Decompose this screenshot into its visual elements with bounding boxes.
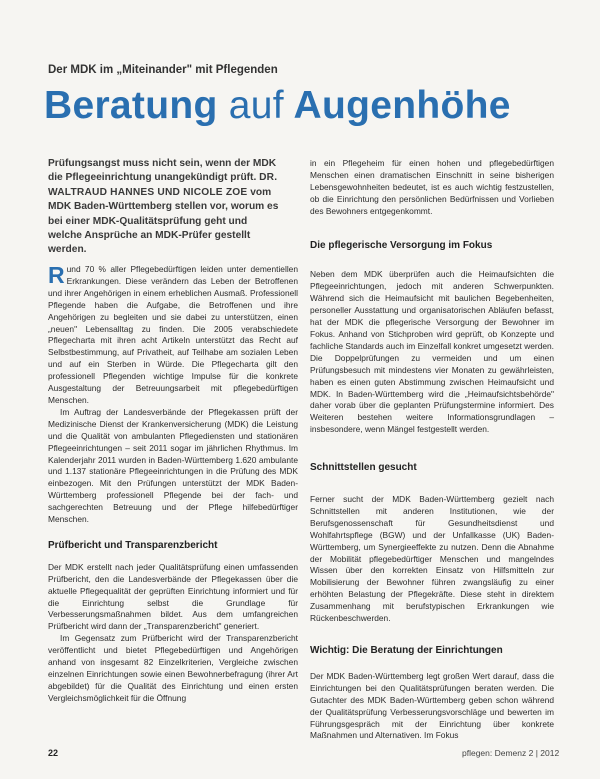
author-names: DR. WALTRAUD HANNES UND NICOLE ZOE — [48, 172, 278, 198]
page-title — [44, 84, 511, 128]
paragraph: Rund 70 % aller Pflegebedürftigen leiden unter dementiellen Erkrankungen. Diese verändern das Leben der Betroffenen und ihrer Angehörigen in einem erheblichen Ausmaß. Professionell Pflegende haben die Aufgabe, die Betroffenen und ihre Angehörigen zu begleiten und sie dabei zu unterstützen, einen „neuen" Lebensalltag zu finden. Die 2005 verabschiedete Pflegecharta mit ihren acht Artikeln unterstützt das Recht auf Selbstbestimmung, auf Privatheit, auf Teilhabe am sozialen Leben und auf ein Sterben in Würde. Die Pflegecharta gilt den professionell Pflegenden wichtige Impulse für die konkrete Ausgestaltung der Betreuungsarbeit mit pflegebedürftigen Menschen. — [48, 262, 298, 405]
title-word-3: Augenhöhe — [293, 84, 511, 127]
page-number: 22 — [48, 748, 59, 758]
lead-paragraph: Prüfungsangst muss nicht sein, wenn der MDK die Pflegeeinrichtung unangekündigt prüft. DR. WALTRAUD HANNES UND NICOLE ZOE vom MDK Baden-Württemberg stellen vor, worum es bei einer MDK-Qualitätsprüfung geht und welche Ansprüche an MDK-Prüfer gestellt werden. — [48, 158, 279, 256]
title-word-2: auf — [228, 84, 284, 127]
section-heading: Die pflegerische Versorgung im Fokus — [310, 239, 493, 251]
right-column — [310, 158, 554, 742]
paragraph: Ferner sucht der MDK Baden-Württemberg gezielt nach Schnittstellen mit anderen Institutionen, wie der Berufsgenossenschaft für Gesundheitsdienst und Wohlfahrtspflege (BGW) und der Unfallkasse (UK) Baden-Württemberg, um Synergieeffekte zu nutzen. Denn die Abnahme der Mobilität pflegebedürftiger Menschen und mangelndes Wissen über den korrekten Einsatz von Hilfsmitteln zur Mobilisierung der Bewohner führen zwangsläufig zu einer erhöhten Belastung der Pflegekräfte. Diese steht in direktem Zusammenhang mit berufstypischen Erkrankungen wie Rückenbeschwerden. — [310, 494, 554, 624]
drop-cap: R — [48, 262, 65, 288]
title-word-1: Beratung — [44, 84, 218, 127]
kicker: Der MDK im „Miteinander" mit Pflegenden — [48, 64, 278, 76]
paragraph: Neben dem MDK überprüfen auch die Heimaufsichten die Pflegeeinrichtungen, jedoch mit anderen Schwerpunkten. Während sich die Heimaufsicht mit baulichen Begebenheiten, personeller Ausstattung und organisatorischen Abläufen befasst, hat der MDK die pflegerische Versorgung der Bewohner im Fokus. Anhand von Stichproben wird geprüft, ob Konzepte und fachliche Standards auch im Einzelfall konkret umgesetzt werden. Die Doppelprüfungen zu vermeiden und um einen Prüfungsbesuch mit mindestens vier Monaten zu gewährleisten, haben es einen guten Abstimmung zwischen Heimaufsicht und MDK. In Baden-Württemberg wird die „Heimaufsichtsbehörde" daher vorab über die geplanten Prüfungstermine informiert. Des Weiteren bestehen weitere Informationsgrundlagen – insbesondere, wenn Mängel festgestellt werden. — [310, 269, 554, 435]
paragraph: Der MDK Baden-Württemberg legt großen Wert darauf, dass die Einrichtungen bei den Qualitätsprüfungen beraten werden. Die Gutachter des MDK Baden-Württemberg geben schon während der Qualitätsprüfung Verbesserungsvorschläge und bewerten im Führungsgespräch mit der Einrichtung über konkrete Maßnahmen und Alternativen. Im Fokus — [310, 670, 554, 741]
section-heading: Prüfbericht und Transparenzbericht — [48, 539, 218, 551]
left-column — [48, 264, 298, 705]
section-heading: Schnittstellen gesucht — [310, 462, 417, 474]
section-heading: Wichtig: Die Beratung der Einrichtungen — [310, 645, 503, 656]
footer-issue: pflegen: Demenz 2 | 2012 — [462, 748, 560, 758]
paragraph: in ein Pflegeheim für einen hohen und pflegebedürftigen Menschen einen dramatischen Einschnitt in seine bisherigen Lebensgewohnheiten bedeutet, ist es auch wichtig festzustellen, ob die Einrichtung den persönlichen Bedürfnissen und Vorlieben des Bewohners entgegenkommt. — [310, 158, 554, 216]
paragraph: Der MDK erstellt nach jeder Qualitätsprüfung einen umfassenden Prüfbericht, den die Landesverbände der Pflegekassen über die aktuelle Pflegequalität der geprüften Einrichtung informiert und für die Einrichtung selbst die Grundlage für Verbesserungsmaßnahmen bildet. Aus dem umfangreichen Prüfbericht wird dann der „Transparenzbericht" generiert. — [48, 561, 298, 632]
paragraph: Im Gegensatz zum Prüfbericht wird der Transparenzbericht veröffentlicht und bietet Pflegebedürftigen und Angehörigen anhand von insgesamt 82 Einzelkriterien, Vergleiche zwischen einzelnen Einrichtungen sowie einen Bewohnerbefragung (ihrer Art abgebildet) für die Qualität des Einrichtung und einen ersten Vergleichsmöglichkeit für die Öffnung — [48, 633, 298, 703]
paragraph: Im Auftrag der Landesverbände der Pflegekassen prüft der Medizinische Dienst der Krankenversicherung (MDK) die Leistung und die Qualität von ambulanten Pflegediensten und stationären Pflegeeinrichtungen – seit 2011 sogar im jährlichen Rhythmus. Im Kalenderjahr 2011 wurden in Baden-Württemberg 1.620 ambulante und 1.137 stationäre Pflegeeinrichtungen in die Prüfung des MDK einbezogen. Mit den Prüfungen unterstützt der MDK Baden-Württemberg professionell Pflegende bei der fach- und sachgerechten Betreuung und der Pflege hilfebedürftiger Menschen. — [48, 406, 298, 525]
